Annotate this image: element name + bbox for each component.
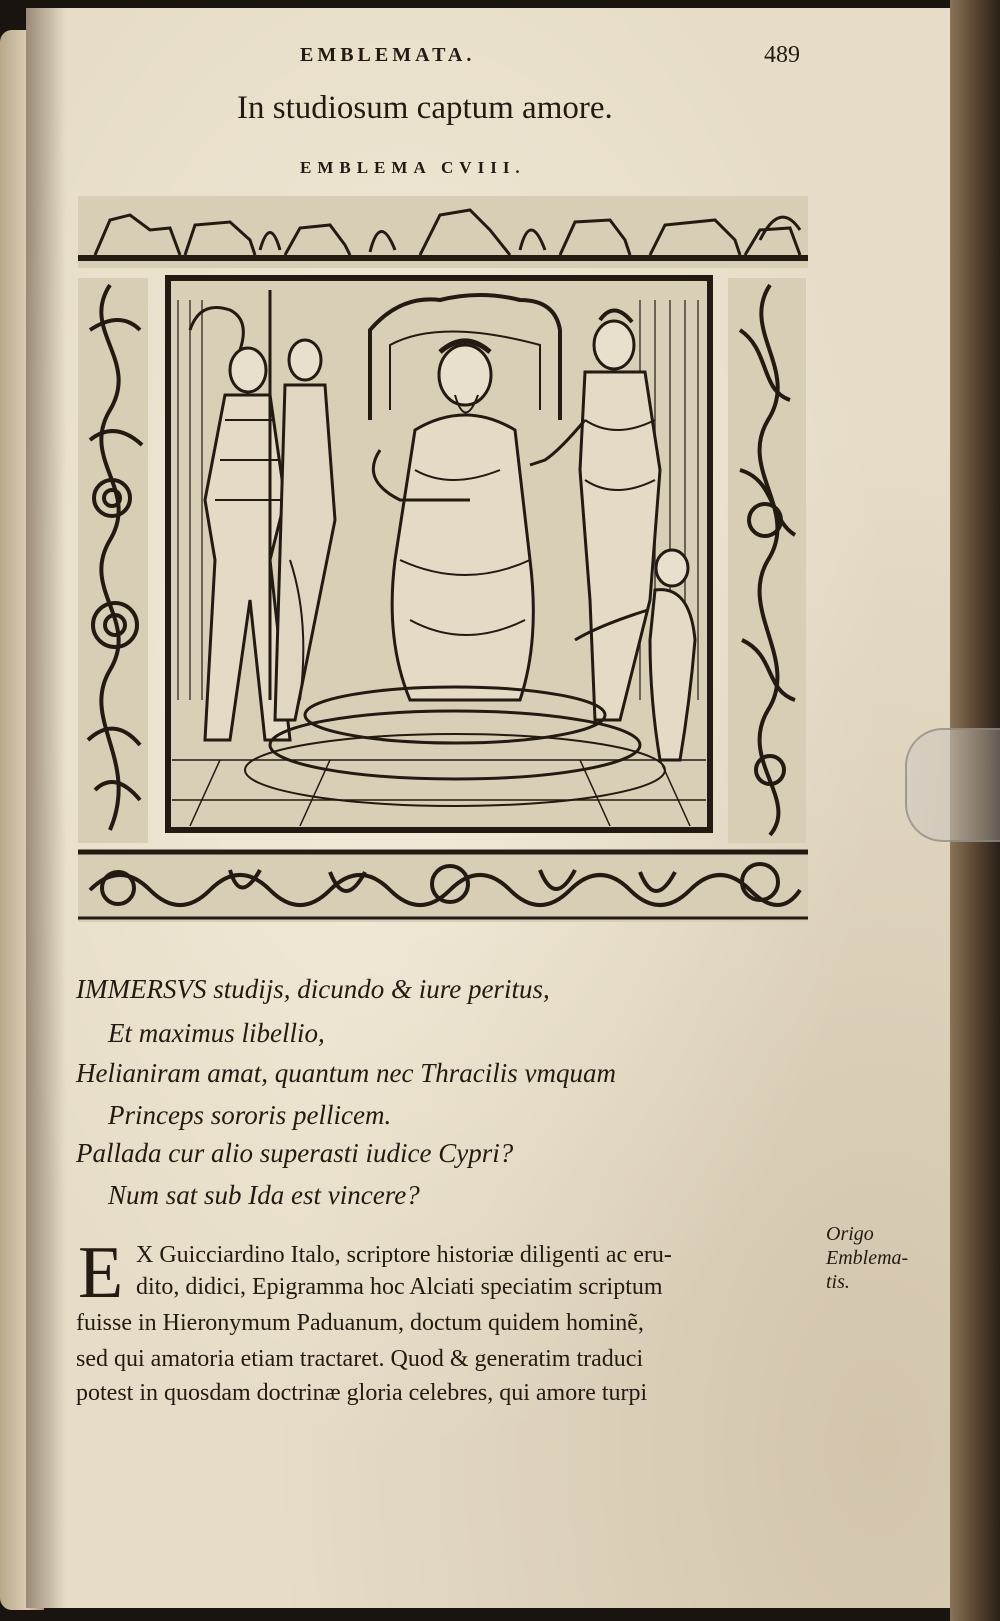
top-frieze — [78, 196, 808, 268]
emblem-scene — [168, 278, 710, 830]
verse-line: Helianiram amat, quantum nec Thracilis vmquam — [76, 1058, 616, 1088]
verse-line: Pallada cur alio superasti iudice Cypri? — [76, 1138, 514, 1168]
left-vine-border — [78, 278, 148, 843]
running-head: EMBLEMATA. — [300, 44, 476, 66]
right-vine-border — [728, 278, 806, 843]
commentary-line: X Guicciardino Italo, scriptore historiæ diligenti ac eru- — [136, 1242, 672, 1268]
verse-line: Princeps sororis pellicem. — [108, 1100, 392, 1130]
margin-note-line: Origo — [826, 1223, 874, 1245]
page-clip — [905, 728, 1000, 842]
commentary-line: dito, didici, Epigramma hoc Alciati speciatim scriptum — [136, 1274, 663, 1300]
drop-cap: E — [78, 1232, 124, 1314]
verse-line: IMMERSVS studijs, dicundo & iure peritus, — [76, 974, 550, 1004]
margin-note-line: tis. — [826, 1271, 850, 1293]
verse-line: Et maximus libellio, — [108, 1018, 325, 1048]
verse-line: Num sat sub Ida est vincere? — [108, 1180, 420, 1210]
emblem-motto: In studiosum captum amore. — [237, 90, 613, 126]
commentary-line: sed qui amatoria etiam tractaret. Quod & generatim traduci — [76, 1346, 644, 1372]
bottom-foliage-border — [78, 850, 808, 922]
page-number: 489 — [764, 42, 800, 68]
commentary-line: fuisse in Hieronymum Paduanum, doctum quidem hominẽ, — [76, 1310, 644, 1336]
margin-note-line: Emblema- — [826, 1247, 909, 1269]
emblem-number: EMBLEMA CVIII. — [300, 158, 526, 177]
commentary-line: potest in quosdam doctrinæ gloria celebres, qui amore turpi — [76, 1380, 648, 1406]
